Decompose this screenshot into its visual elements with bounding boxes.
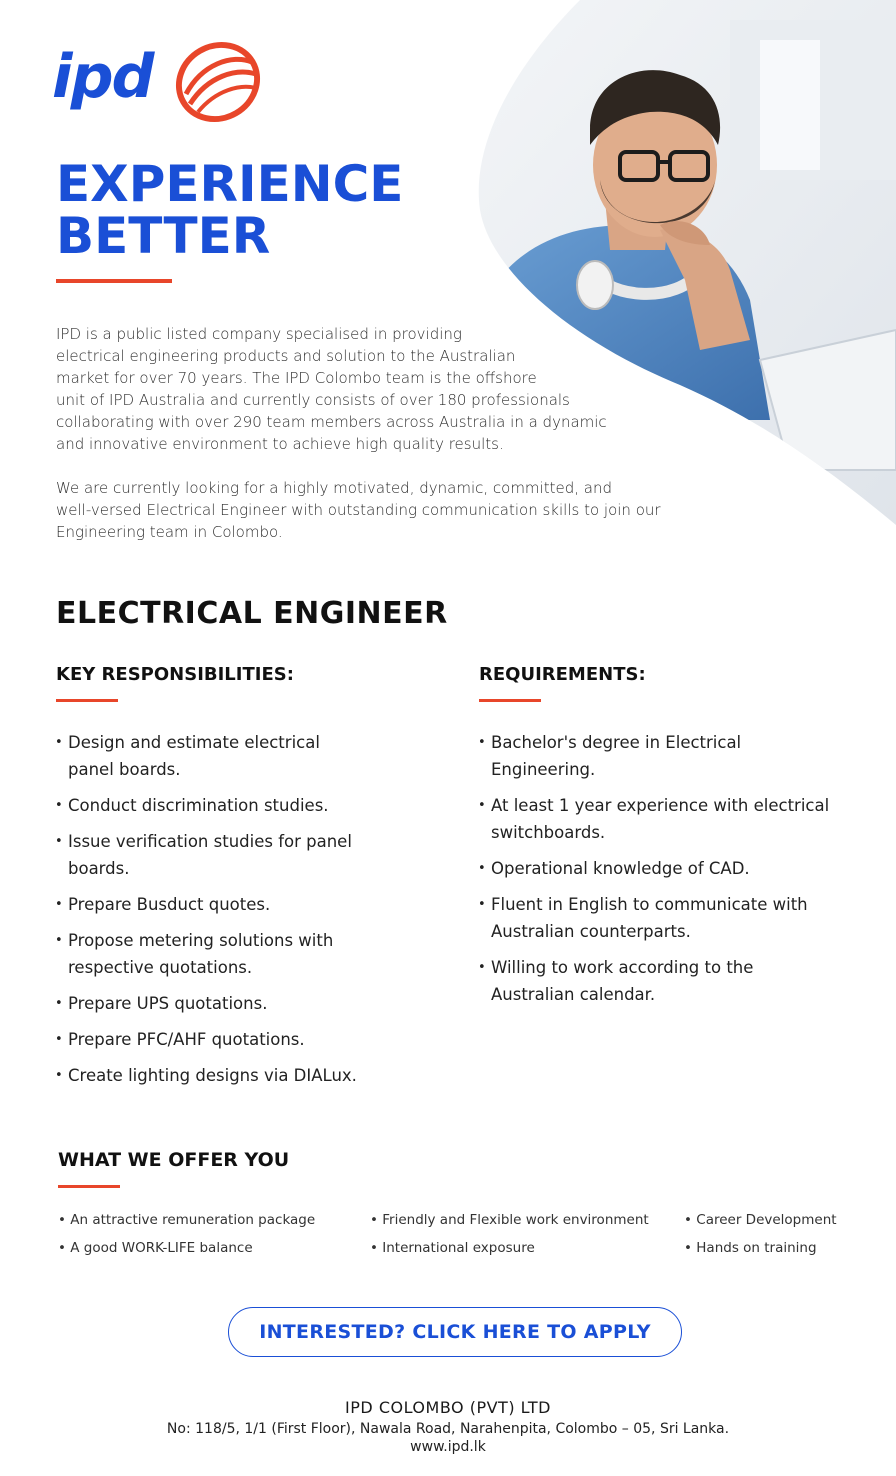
list-item-line: switchboards. bbox=[491, 823, 606, 842]
footer-website-link[interactable]: www.ipd.lk bbox=[410, 1439, 486, 1455]
list-item bbox=[479, 891, 869, 945]
list-item-line: panel boards. bbox=[68, 760, 181, 779]
offer-item: • A good WORK-LIFE balance bbox=[58, 1240, 253, 1256]
offer-item: • Friendly and Flexible work environment bbox=[370, 1212, 649, 1228]
list-item bbox=[479, 855, 869, 882]
list-item-line: • Prepare PFC/AHF quotations. bbox=[68, 1030, 305, 1049]
requirements-divider bbox=[479, 699, 541, 702]
list-item-line: • Propose metering solutions with bbox=[68, 931, 334, 950]
list-item-line: • Willing to work according to the bbox=[491, 958, 754, 977]
list-item-line: • At least 1 year experience with electrical bbox=[491, 796, 830, 815]
intro-p2-line: We are currently looking for a highly motivated, dynamic, committed, and bbox=[56, 479, 612, 497]
list-item bbox=[56, 1062, 436, 1089]
intro-p2-line: well-versed Electrical Engineer with outstanding communication skills to join our bbox=[56, 501, 661, 519]
list-item-line: • Prepare UPS quotations. bbox=[68, 994, 268, 1013]
intro bbox=[56, 323, 696, 565]
responsibilities-list bbox=[56, 729, 436, 1098]
swirl-icon bbox=[172, 34, 268, 124]
footer-company: IPD COLOMBO (PVT) LTD bbox=[345, 1398, 551, 1417]
intro-p1-line: market for over 70 years. The IPD Colombo team is the offshore bbox=[56, 369, 537, 387]
list-item-line: • Fluent in English to communicate with bbox=[491, 895, 808, 914]
list-item bbox=[56, 792, 436, 819]
list-item-line: • Design and estimate electrical bbox=[68, 733, 320, 752]
responsibilities-heading: KEY RESPONSIBILITIES: bbox=[56, 664, 294, 685]
intro-paragraph-1 bbox=[56, 323, 696, 455]
logo-wordmark: ipd bbox=[52, 42, 153, 112]
list-item bbox=[56, 729, 436, 783]
offer-item: • An attractive remuneration package bbox=[58, 1212, 316, 1228]
offer-heading: WHAT WE OFFER YOU bbox=[58, 1149, 290, 1171]
list-item bbox=[56, 828, 436, 882]
list-item-line: boards. bbox=[68, 859, 130, 878]
list-item-line: Engineering. bbox=[491, 760, 596, 779]
list-item bbox=[56, 891, 436, 918]
requirements-heading: REQUIREMENTS: bbox=[479, 664, 646, 685]
ipd-logo bbox=[52, 34, 272, 124]
intro-p1-line: unit of IPD Australia and currently consists of over 180 professionals bbox=[56, 391, 570, 409]
intro-p2-line: Engineering team in Colombo. bbox=[56, 523, 283, 541]
headline bbox=[56, 155, 404, 265]
intro-p1-line: and innovative environment to achieve high quality results. bbox=[56, 435, 504, 453]
offer-divider bbox=[58, 1185, 120, 1188]
list-item-line: • Issue verification studies for panel bbox=[68, 832, 352, 851]
list-item-line: Australian counterparts. bbox=[491, 922, 691, 941]
list-item-line: respective quotations. bbox=[68, 958, 253, 977]
list-item-line: • Conduct discrimination studies. bbox=[68, 796, 329, 815]
apply-button[interactable]: INTERESTED? CLICK HERE TO APPLY bbox=[228, 1307, 682, 1357]
headline-divider bbox=[56, 279, 172, 283]
intro-p1-line: collaborating with over 290 team members across Australia in a dynamic bbox=[56, 413, 607, 431]
list-item bbox=[479, 792, 869, 846]
job-title: ELECTRICAL ENGINEER bbox=[56, 596, 448, 631]
headline-line-2: BETTER bbox=[56, 207, 271, 265]
headline-line-1: EXPERIENCE bbox=[56, 155, 404, 213]
list-item-line: • Create lighting designs via DIALux. bbox=[68, 1066, 357, 1085]
list-item-line: • Operational knowledge of CAD. bbox=[491, 859, 750, 878]
intro-paragraph-2 bbox=[56, 477, 696, 543]
requirements-list bbox=[479, 729, 869, 1017]
offer-item: • Career Development bbox=[684, 1212, 837, 1228]
list-item bbox=[56, 990, 436, 1017]
footer-address: No: 118/5, 1/1 (First Floor), Nawala Road, Narahenpita, Colombo – 05, Sri Lanka. bbox=[166, 1421, 730, 1437]
list-item-line: • Prepare Busduct quotes. bbox=[68, 895, 271, 914]
list-item-line: Australian calendar. bbox=[491, 985, 656, 1004]
intro-p1-line: electrical engineering products and solution to the Australian bbox=[56, 347, 516, 365]
list-item-line: • Bachelor's degree in Electrical bbox=[491, 733, 742, 752]
offer-item: • Hands on training bbox=[684, 1240, 817, 1256]
intro-p1-line: IPD is a public listed company specialised in providing bbox=[56, 325, 462, 343]
list-item bbox=[56, 927, 436, 981]
list-item bbox=[479, 954, 869, 1008]
responsibilities-divider bbox=[56, 699, 118, 702]
offer-item: • International exposure bbox=[370, 1240, 535, 1256]
list-item bbox=[479, 729, 869, 783]
footer bbox=[0, 1398, 896, 1455]
list-item bbox=[56, 1026, 436, 1053]
